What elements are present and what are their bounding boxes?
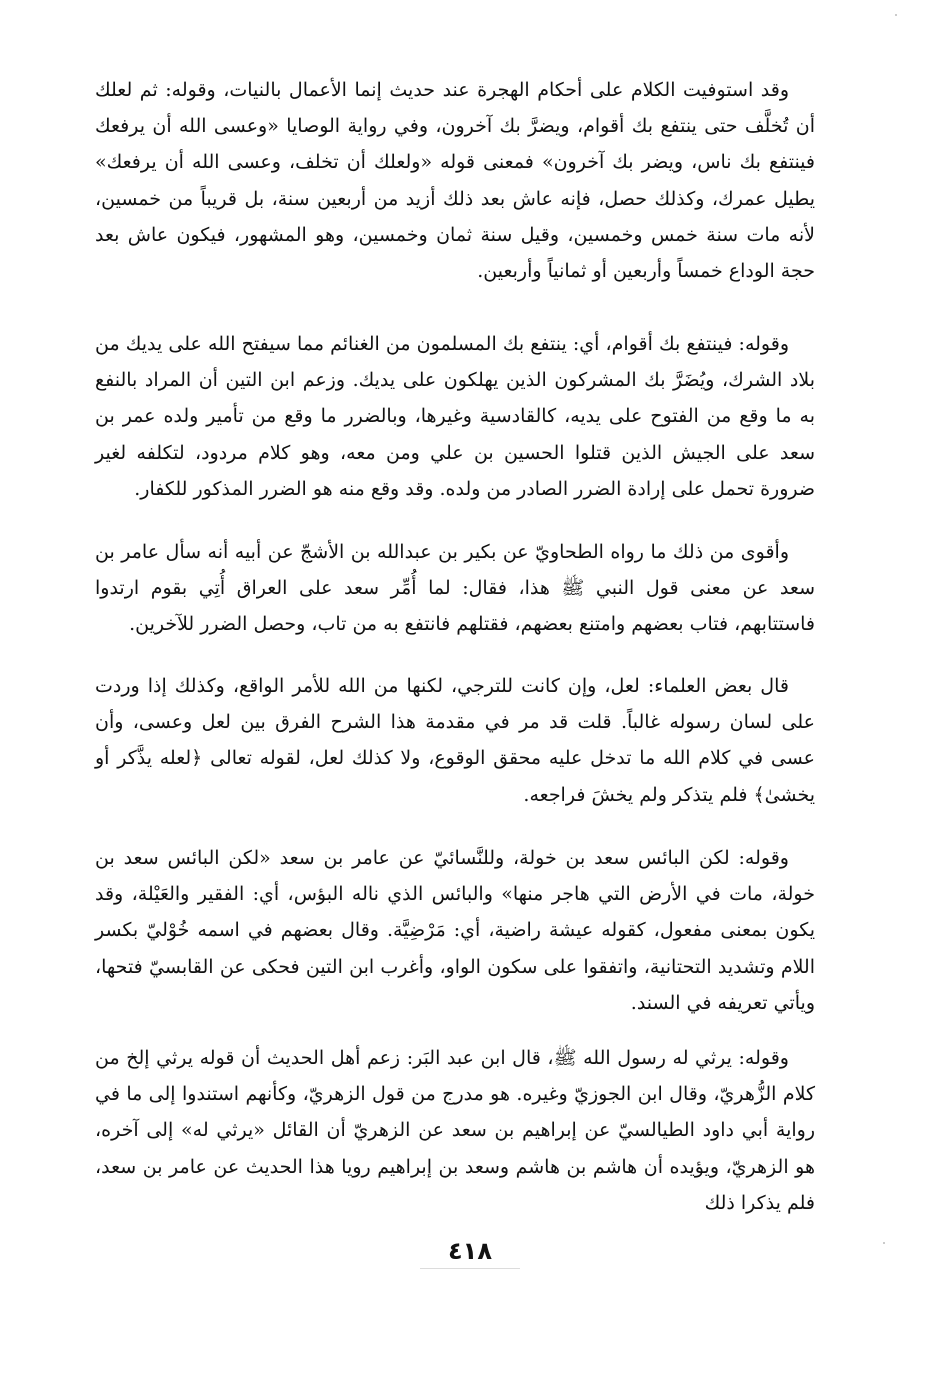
paragraph-text: وقوله: يرثي له رسول الله ﷺ، قال ابن عبد البَر: زعم أهل الحديث أن قوله يرثي إلخ من كلام الزُّهريّ، وقال ابن الجوزيّ وغيره. هو مدرج من قول الزهريّ، وكأنهم استندوا إلى ما في رواية أبي داود الطيالسيّ عن إبراهيم بن سعد عن الزهريّ أن القائل «يرثي له» إلى آخره، هو الزهريّ، ويؤيده أن هاشم بن هاشم وسعد بن إبراهيم رويا هذا الحديث عن عامر بن سعد، فلم يذكرا ذلك bbox=[95, 1047, 815, 1214]
paragraph-yarthi-lahu bbox=[95, 1040, 815, 1221]
paragraph-text: وقوله: فينتفع بك أقوام، أي: ينتفع بك المسلمون من الغنائم مما سيفتح الله على يديك من بلاد الشرك، ويُضَرَّ بك المشركون الذين يهلكون على يديك. وزعم ابن التين أن المراد بالنفع به ما وقع من الفتوح على يديه، كالقادسية وغيرها، وبالضرر ما وقع من تأمير ولده عمر بن سعد على الجيش الذين قتلوا الحسين بن علي ومن معه، وهو كلام مردود، لتكلفه لغير ضرورة تحمل على إرادة الضرر الصادر من ولده. وقد وقع منه هو الضرر المذكور للكفار. bbox=[95, 333, 815, 500]
scan-speck bbox=[895, 14, 897, 16]
paragraph-text: قال بعض العلماء: لعل، وإن كانت للترجي، لكنها من الله للأمر الواقع، وكذلك إذا وردت على لسان رسوله غالباً. قلت قد مر في مقدمة هذا الشرح الفرق بين لعل وعسى، وأن عسى في كلام الله ما تدخل عليه محقق الوقوع، ولا كذلك لعل، لقوله تعالى ﴿لعله يذَّكر أو يخشىٰ﴾ فلم يتذكر ولم يخشَ فراجعه. bbox=[95, 675, 815, 806]
paragraph-text: وقد استوفيت الكلام على أحكام الهجرة عند حديث إنما الأعمال بالنيات، وقوله: ثم لعلك أن تُخلَّف حتى ينتفع بك أقوام، ويضرَّ بك آخرون، وفي رواية الوصايا «وعسى الله أن يرفعك فينتفع بك ناس، ويضر بك آخرون» فمعنى قوله «ولعلك أن تخلف، وعسى الله أن يرفعك» يطيل عمرك، وكذلك حصل، فإنه عاش بعد ذلك أزيد من أربعين سنة، بل قريباً من خمسين، لأنه مات سنة خمس وخمسين، وقيل سنة ثمان وخمسين، وهو المشهور، فيكون عاش بعد حجة الوداع خمساً وأربعين أو ثمانياً وأربعين. bbox=[95, 79, 815, 283]
scan-speck bbox=[883, 1242, 885, 1244]
paragraph-benefit-harm bbox=[95, 326, 815, 507]
page-number: ٤١٨ bbox=[448, 1237, 492, 1265]
paragraph-text: وأقوى من ذلك ما رواه الطحاويّ عن بكير بن عبدالله بن الأشجّ عن أبيه أنه سأل عامر بن سعد عن معنى قول النبي ﷺ هذا، فقال: لما أُمِّر سعد على العراق أُتِي بقوم ارتدوا فاستتابهم، فتاب بعضهم وامتنع بعضهم، فقتلهم فانتفع به من تاب، وحصل الضرر للآخرين. bbox=[95, 541, 815, 636]
page-number-rule bbox=[420, 1268, 520, 1269]
paragraph-tahawi-narration bbox=[95, 534, 815, 643]
paragraph-scholars-lalla bbox=[95, 668, 815, 813]
paragraph-al-bais bbox=[95, 840, 815, 1021]
paragraph-hijra-rulings bbox=[95, 72, 815, 289]
paragraph-text: وقوله: لكن البائس سعد بن خولة، وللنَّسائيّ عن عامر بن سعد «لكن البائس سعد بن خولة، مات في الأرض التي هاجر منها» والبائس الذي ناله البؤس، أي: الفقير والعَيْلة، وقد يكون بمعنى مفعول، كقوله عيشة راضية، أي: مَرْضِيَّة. وقال بعضهم في اسمه خُوْليّ بكسر اللام وتشديد التحتانية، واتفقوا على سكون الواو، وأغرب ابن التين فحكى عن القابسيّ فتحها، ويأتي تعريفه في السند. bbox=[95, 847, 815, 1014]
